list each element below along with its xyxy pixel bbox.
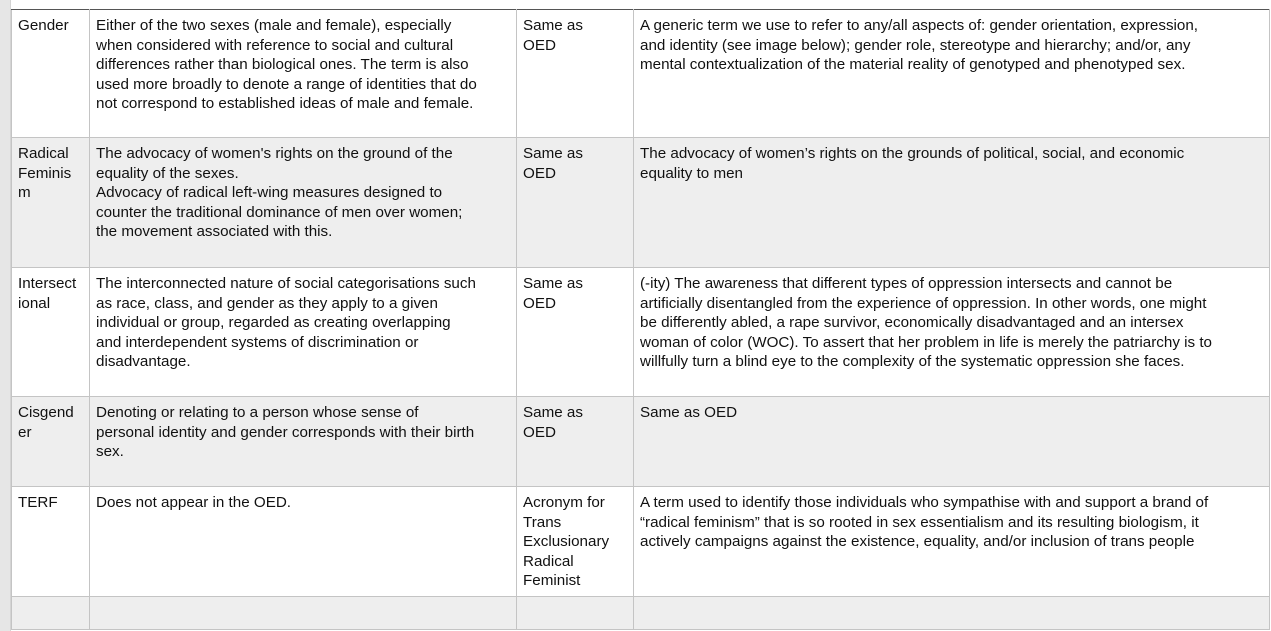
cell-term[interactable]: Gender: [12, 10, 90, 138]
table-row: [12, 10, 1270, 138]
definitions-table: [11, 9, 1270, 630]
cell-definition[interactable]: A term used to identify those individuals who sympathise with and support a brand of “radical feminism” that is so rooted in sex essentialism and its resulting biologism, it actively campaigns against the existence, equality, and/or inclusion of trans people: [634, 487, 1270, 597]
cell-oed[interactable]: The interconnected nature of social categorisations such as race, class, and gender as they apply to a given individual or group, regarded as creating overlapping and interdependent systems of discrimination or disadvantage.: [90, 268, 517, 397]
table-row: [12, 397, 1270, 487]
cell-ours[interactable]: Same as OED: [517, 268, 634, 397]
table-row: [12, 138, 1270, 268]
cell-term[interactable]: Radical Feminis m: [12, 138, 90, 268]
cell-ours[interactable]: Same as OED: [517, 10, 634, 138]
cell-oed[interactable]: Does not appear in the OED.: [90, 487, 517, 597]
cell-term[interactable]: Intersect ional: [12, 268, 90, 397]
cell-definition[interactable]: (-ity) The awareness that different types of oppression intersects and cannot be artificially disentangled from the experience of oppression. In other words, one might be differently abled, a rape survivor, economically disadvantaged and an intersex woman of color (WOC). To assert that her problem in life is merely the patriarchy is to willfully turn a blind eye to the complexity of the systematic oppression she faces.: [634, 268, 1270, 397]
cell-definition[interactable]: Same as OED: [634, 397, 1270, 487]
table-row: [12, 597, 1270, 630]
cell-oed[interactable]: The advocacy of women's rights on the ground of the equality of the sexes. Advocacy of radical left-wing measures designed to counter the traditional dominance of men over women; the movement associated with this.: [90, 138, 517, 268]
cell-term[interactable]: TERF: [12, 487, 90, 597]
cell-ours[interactable]: [517, 597, 634, 630]
cell-ours[interactable]: Acronym for Trans Exclusionary Radical Feminist: [517, 487, 634, 597]
cell-definition[interactable]: A generic term we use to refer to any/all aspects of: gender orientation, expression, and identity (see image below); gender role, stereotype and hierarchy; and/or, any mental contextualization of the material reality of genotyped and phenotyped sex.: [634, 10, 1270, 138]
cell-ours[interactable]: Same as OED: [517, 397, 634, 487]
left-margin-bar: [0, 0, 11, 631]
cell-term[interactable]: [12, 597, 90, 630]
cell-term[interactable]: Cisgend er: [12, 397, 90, 487]
table-row: [12, 268, 1270, 397]
cell-ours[interactable]: Same as OED: [517, 138, 634, 268]
cell-definition[interactable]: [634, 597, 1270, 630]
cell-oed[interactable]: [90, 597, 517, 630]
cell-oed[interactable]: Either of the two sexes (male and female), especially when considered with reference to social and cultural differences rather than biological ones. The term is also used more broadly to denote a range of identities that do not correspond to established ideas of male and female.: [90, 10, 517, 138]
cell-oed[interactable]: Denoting or relating to a person whose sense of personal identity and gender corresponds with their birth sex.: [90, 397, 517, 487]
table-row: [12, 487, 1270, 597]
cell-definition[interactable]: The advocacy of women’s rights on the grounds of political, social, and economic equality to men: [634, 138, 1270, 268]
